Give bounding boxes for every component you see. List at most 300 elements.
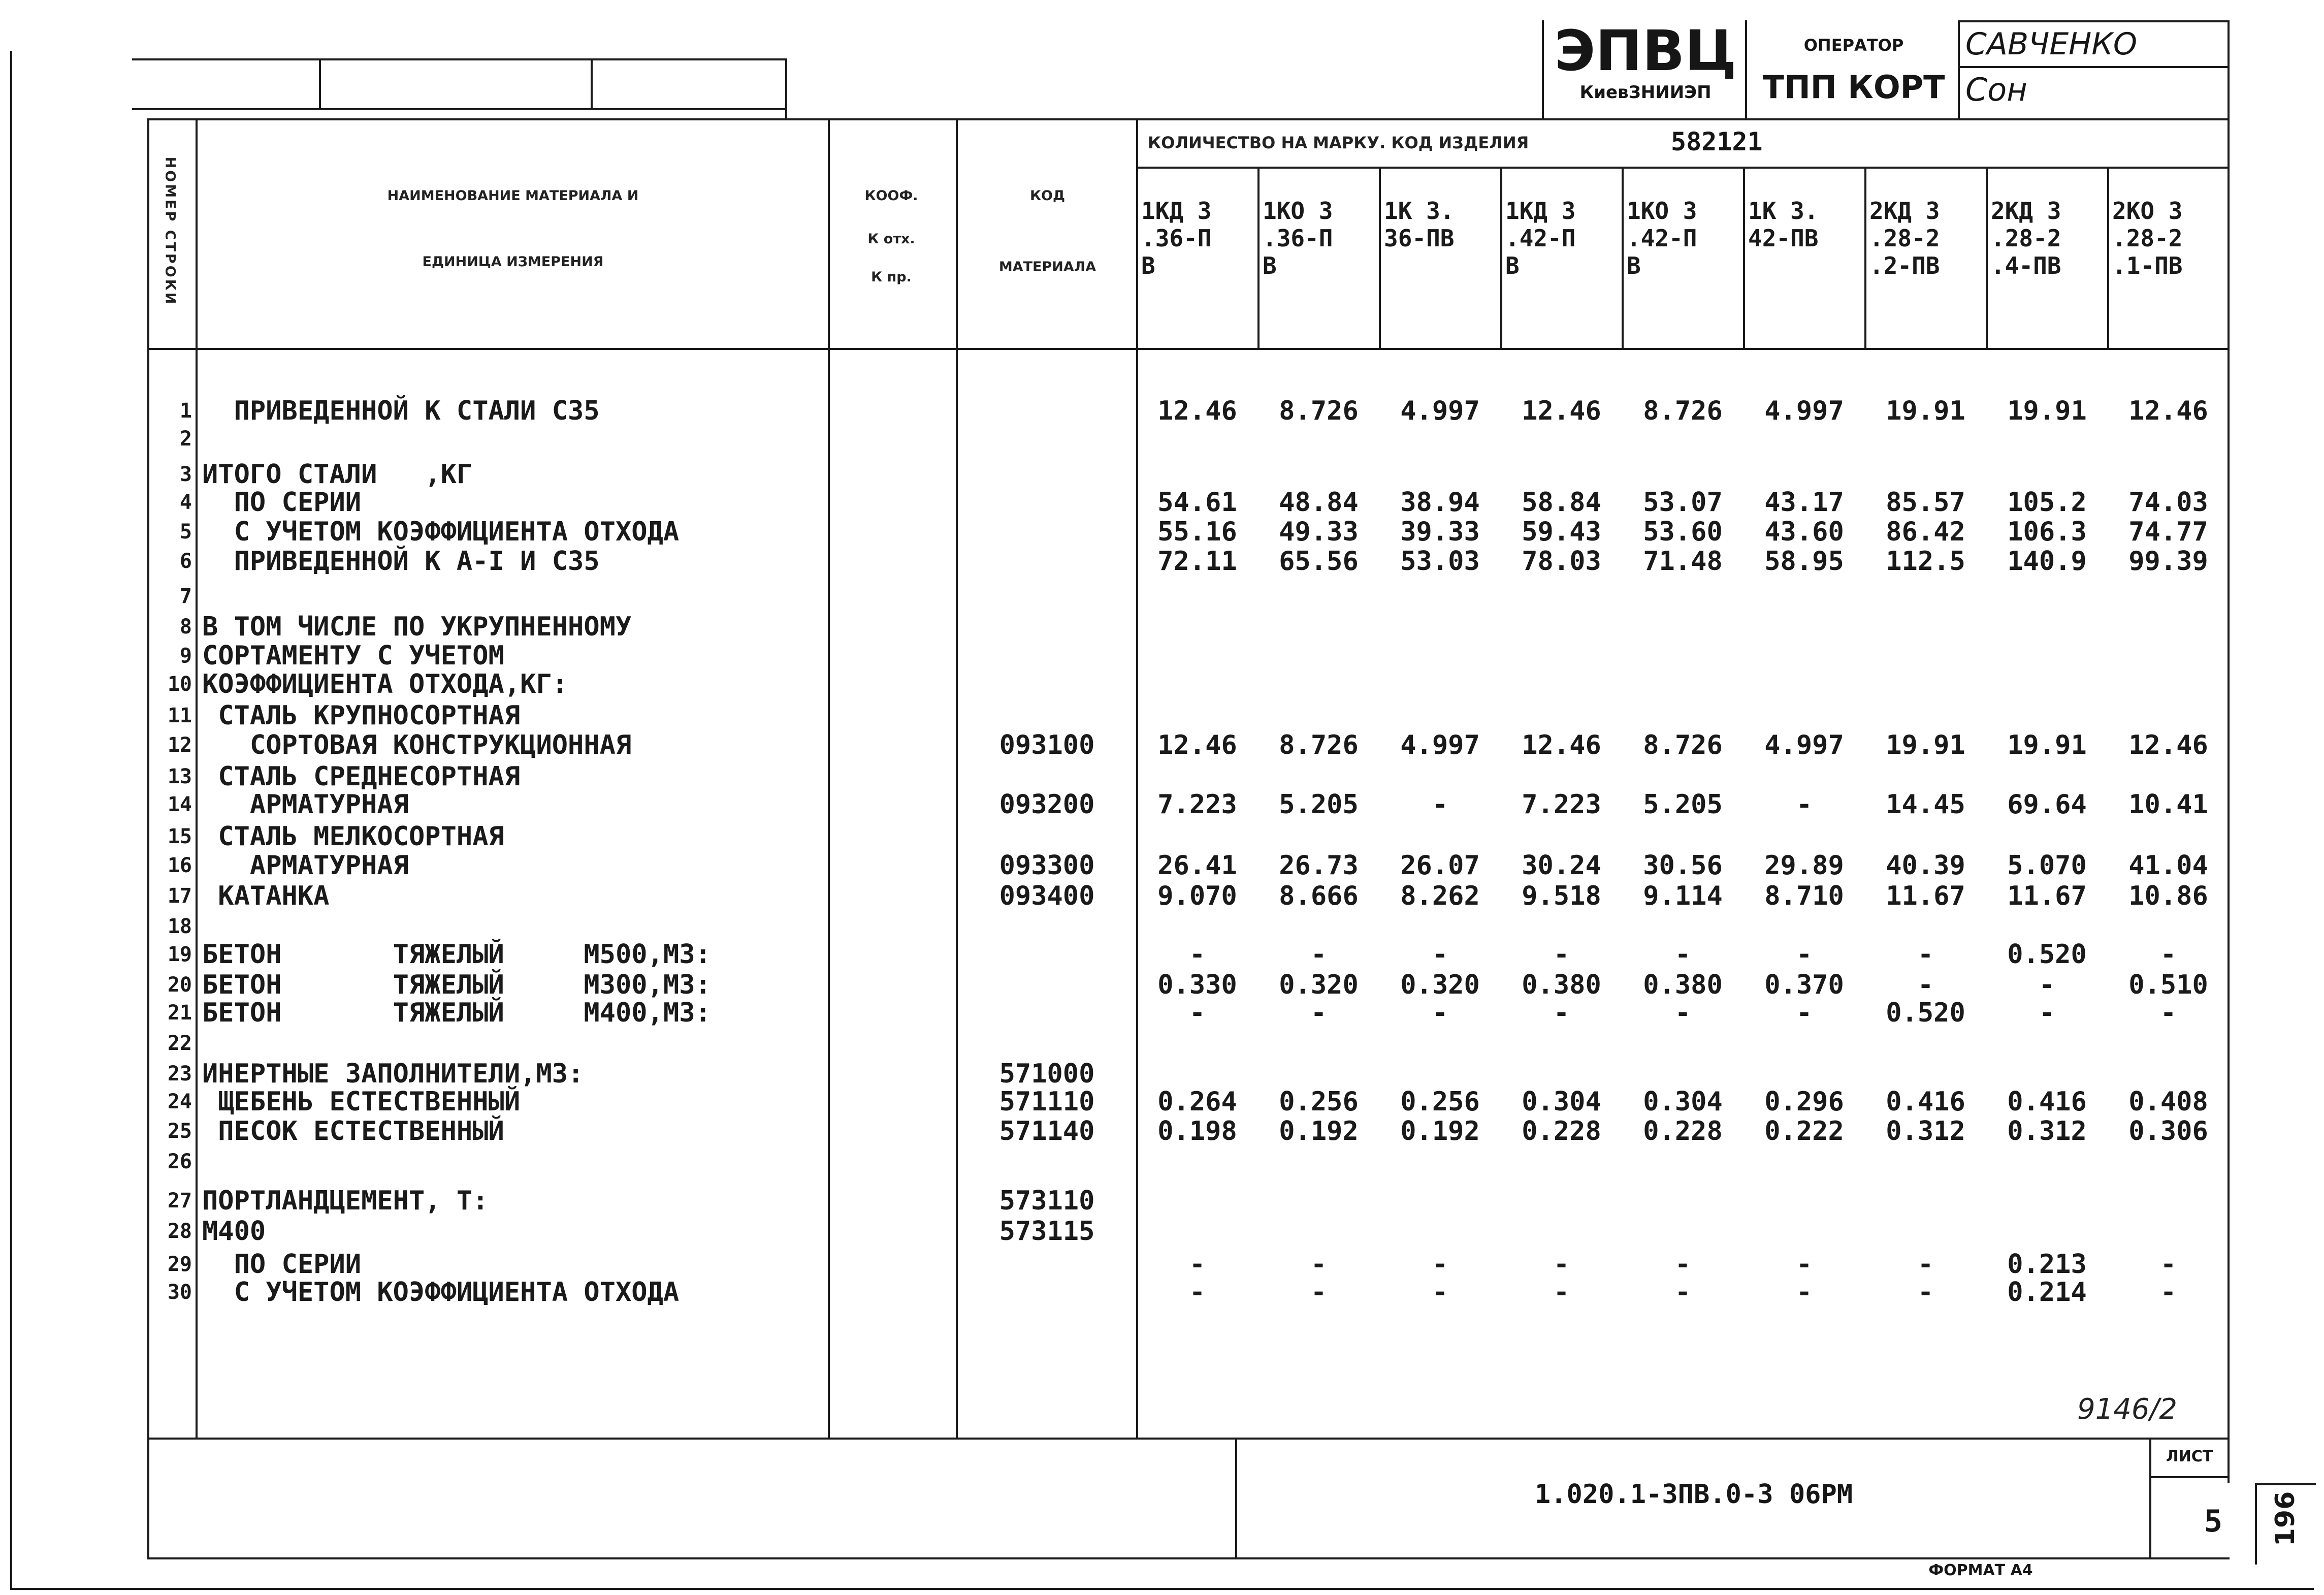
footer-bottom	[147, 1557, 2230, 1559]
tb-top-right	[1958, 20, 2230, 22]
row-value: 0.296	[1764, 1087, 1844, 1117]
mark-div-7	[1986, 167, 1988, 348]
row-value: 85.57	[1886, 487, 1965, 518]
row-value: 0.312	[2007, 1116, 2087, 1146]
row-value	[1624, 1059, 1742, 1089]
row-number: 3	[179, 463, 192, 486]
row-material-code	[958, 940, 1136, 969]
row-value	[1381, 460, 1499, 489]
handwritten-number: 9146/2	[2077, 1393, 2178, 1426]
row-value: 9.114	[1643, 881, 1723, 911]
row-value: 26.73	[1279, 850, 1359, 881]
row-material-code	[958, 1029, 1136, 1058]
row-value	[1381, 424, 1499, 454]
row-value: 0.198	[1157, 1116, 1237, 1146]
row-value: -	[2160, 1277, 2177, 1307]
row-number: 25	[167, 1120, 192, 1143]
row-value	[2109, 460, 2228, 489]
row-value: -	[1310, 939, 1327, 970]
row-value	[2109, 669, 2228, 699]
row-value: 0.192	[1400, 1116, 1480, 1146]
row-value	[1502, 1147, 1621, 1176]
row-value: -	[1553, 998, 1570, 1028]
row-material-name: КАТАНКА	[202, 881, 330, 911]
row-value	[1502, 612, 1621, 642]
header-qty-title: КОЛИЧЕСТВО НА МАРКУ. КОД ИЗДЕЛИЯ	[1148, 133, 1529, 152]
row-value	[1260, 762, 1378, 791]
row-value	[1745, 1186, 1863, 1216]
row-material-code	[958, 762, 1136, 791]
row-value	[1866, 612, 1985, 642]
row-value: -	[1553, 1249, 1570, 1280]
row-value	[1624, 1217, 1742, 1246]
row-value: -	[1674, 939, 1691, 970]
row-material-code	[958, 547, 1136, 576]
row-value	[1502, 460, 1621, 489]
row-value: -	[1796, 1277, 1813, 1307]
row-value	[1624, 822, 1742, 851]
row-value	[2109, 822, 2228, 851]
row-material-name: ПРИВЕДЕННОЙ К А-I И С35	[202, 546, 600, 577]
row-value: -	[1432, 939, 1448, 970]
row-value: 19.91	[2007, 396, 2087, 426]
row-value: -	[2160, 1249, 2177, 1280]
row-number: 17	[167, 884, 192, 908]
row-value: -	[1310, 998, 1327, 1028]
tb-mid-right	[1958, 66, 2230, 68]
row-material-code	[958, 396, 1136, 426]
row-value: 74.03	[2128, 487, 2208, 518]
row-value: 0.520	[2007, 939, 2087, 970]
row-material-name: ПО СЕРИИ	[202, 1249, 362, 1280]
row-value: -	[1189, 1249, 1206, 1280]
row-material-code: 093400	[999, 881, 1095, 911]
row-value: 69.64	[2007, 789, 2087, 820]
row-value: 49.33	[1279, 517, 1359, 547]
row-value: 4.997	[1764, 396, 1844, 426]
row-value	[1745, 424, 1863, 454]
row-value: 8.726	[1279, 396, 1359, 426]
row-value	[1260, 701, 1378, 730]
row-value	[1988, 762, 2106, 791]
row-value: 43.60	[1764, 517, 1844, 547]
row-value: 0.408	[2128, 1087, 2208, 1117]
row-material-name: БЕТОН ТЯЖЕЛЫЙ М400,М3:	[202, 998, 711, 1028]
row-value	[1138, 762, 1256, 791]
row-value	[1745, 1217, 1863, 1246]
row-value	[1988, 1059, 2106, 1089]
row-material-name: ЩЕБЕНЬ ЕСТЕСТВЕННЫЙ	[202, 1087, 521, 1117]
row-value: 0.320	[1279, 970, 1359, 1000]
row-value: -	[1310, 1249, 1327, 1280]
row-value	[1988, 1147, 2106, 1176]
row-number: 24	[167, 1090, 192, 1113]
row-material-name: СТАЛЬ СРЕДНЕСОРТНАЯ	[202, 761, 521, 792]
footer-left	[147, 1438, 149, 1559]
row-material-name: М400	[202, 1216, 266, 1247]
row-value	[1260, 1147, 1378, 1176]
row-number: 15	[167, 825, 192, 848]
row-value	[2109, 912, 2228, 941]
row-number: 7	[179, 585, 192, 608]
table-body-bottom	[147, 1438, 2230, 1440]
row-value: -	[1189, 939, 1206, 970]
row-value	[1866, 701, 1985, 730]
row-value	[1381, 669, 1499, 699]
row-value	[1260, 1029, 1378, 1058]
topleft-box-div2	[591, 58, 593, 109]
row-material-code	[958, 1250, 1136, 1279]
row-material-code	[958, 822, 1136, 851]
row-number: 19	[167, 943, 192, 966]
row-material-name	[202, 912, 827, 941]
row-value	[1624, 669, 1742, 699]
row-value	[1138, 1029, 1256, 1058]
row-value: 0.370	[1764, 970, 1844, 1000]
row-material-name: СОРТОВАЯ КОНСТРУКЦИОННАЯ	[202, 730, 632, 760]
row-material-code: 093100	[999, 730, 1095, 760]
row-number: 18	[167, 915, 192, 938]
row-value	[1866, 424, 1985, 454]
row-value	[1138, 582, 1256, 611]
row-value	[1138, 1147, 1256, 1176]
row-value	[1138, 822, 1256, 851]
row-value: 65.56	[1279, 546, 1359, 577]
qty-title-bottom	[1136, 167, 2228, 169]
row-value: 40.39	[1886, 850, 1965, 881]
row-value: 0.306	[2128, 1116, 2208, 1146]
row-value: -	[1189, 998, 1206, 1028]
topleft-box-div1	[319, 58, 321, 109]
row-value	[1502, 912, 1621, 941]
row-value	[1624, 912, 1742, 941]
row-value: 106.3	[2007, 517, 2087, 547]
row-value	[1260, 460, 1378, 489]
footer-sheet-line	[2149, 1476, 2230, 1478]
table-right	[2228, 20, 2230, 1483]
row-value: -	[1674, 998, 1691, 1028]
row-value	[2109, 1186, 2228, 1216]
row-value	[1745, 1029, 1863, 1058]
row-value: 4.997	[1400, 730, 1480, 760]
row-material-code	[958, 1147, 1136, 1176]
row-number: 11	[167, 704, 192, 727]
row-value: -	[2160, 998, 2177, 1028]
row-value: 7.223	[1522, 789, 1601, 820]
row-value: 53.07	[1643, 487, 1723, 518]
row-value: 5.205	[1279, 789, 1359, 820]
row-value: 0.228	[1643, 1116, 1723, 1146]
row-value: -	[1189, 1277, 1206, 1307]
row-value: 53.60	[1643, 517, 1723, 547]
row-material-code: 573115	[999, 1216, 1095, 1247]
row-value	[1624, 701, 1742, 730]
row-value	[1260, 424, 1378, 454]
header-coef-line1: КООФ.	[864, 188, 918, 204]
mark-header: 1К 3. 42-ПВ	[1748, 197, 1819, 252]
row-value: -	[1796, 998, 1813, 1028]
row-value: 0.330	[1157, 970, 1237, 1000]
row-material-code	[958, 517, 1136, 547]
row-material-name: С УЧЕТОМ КОЭФФИЦИЕНТА ОТХОДА	[202, 517, 680, 547]
bottom-margin-line	[10, 1588, 2314, 1590]
row-number: 28	[167, 1220, 192, 1243]
row-value: -	[1553, 939, 1570, 970]
row-value	[1502, 1029, 1621, 1058]
operator-signature: Сон	[1965, 71, 2027, 108]
row-material-code: 571140	[999, 1116, 1095, 1146]
row-value: 0.520	[1886, 998, 1965, 1028]
mark-header: 2КД 3 .28-2 .2-ПВ	[1869, 197, 1940, 279]
row-material-code	[958, 970, 1136, 1000]
row-value: 86.42	[1886, 517, 1965, 547]
mark-div-5	[1743, 167, 1745, 348]
tb-div-3	[1958, 20, 1960, 119]
row-value	[1745, 912, 1863, 941]
row-value: 58.95	[1764, 546, 1844, 577]
row-material-code	[958, 612, 1136, 642]
row-value	[1138, 701, 1256, 730]
row-value	[1502, 1217, 1621, 1246]
row-value	[1624, 641, 1742, 671]
row-number: 22	[167, 1032, 192, 1055]
row-value	[1138, 460, 1256, 489]
row-value: -	[2039, 970, 2055, 1000]
row-value	[1502, 424, 1621, 454]
row-material-name: СОРТАМЕНТУ С УЧЕТОМ	[202, 641, 504, 671]
row-value	[1381, 612, 1499, 642]
row-value	[1745, 460, 1863, 489]
row-value: 0.304	[1522, 1087, 1601, 1117]
row-value: 48.84	[1279, 487, 1359, 518]
row-value: 0.416	[2007, 1087, 2087, 1117]
row-value	[1866, 460, 1985, 489]
row-material-code	[958, 488, 1136, 517]
row-value: 14.45	[1886, 789, 1965, 820]
row-value: 0.304	[1643, 1087, 1723, 1117]
row-number: 21	[167, 1001, 192, 1025]
row-value: -	[1674, 1277, 1691, 1307]
row-value: 0.510	[2128, 970, 2208, 1000]
row-value: 41.04	[2128, 850, 2208, 881]
row-value: 10.86	[2128, 881, 2208, 911]
row-number: 2	[179, 427, 192, 451]
row-value	[1138, 669, 1256, 699]
row-value: 43.17	[1764, 487, 1844, 518]
row-value: 26.41	[1157, 850, 1237, 881]
row-value	[1138, 424, 1256, 454]
row-value: -	[1917, 970, 1934, 1000]
row-value	[1866, 762, 1985, 791]
row-value: 8.710	[1764, 881, 1844, 911]
row-value	[1502, 641, 1621, 671]
left-margin-line	[10, 51, 12, 1590]
row-value	[1988, 1029, 2106, 1058]
row-value: 8.726	[1279, 730, 1359, 760]
operator-label: ОПЕРАТОР	[1803, 36, 1904, 55]
row-value	[1745, 701, 1863, 730]
mark-header: 1КД 3 .36-П В	[1141, 197, 1212, 279]
row-value	[1624, 1029, 1742, 1058]
row-number: 10	[167, 673, 192, 696]
row-value: 0.264	[1157, 1087, 1237, 1117]
row-value: 8.262	[1400, 881, 1480, 911]
row-material-name: ПОРТЛАНДЦЕМЕНТ, Т:	[202, 1186, 489, 1216]
row-value	[1260, 912, 1378, 941]
row-value	[1988, 669, 2106, 699]
operator-name: САВЧЕНКО	[1965, 26, 2138, 62]
row-value: 0.416	[1886, 1087, 1965, 1117]
tb-div-2	[1745, 20, 1747, 119]
row-value	[1866, 1186, 1985, 1216]
row-material-name	[202, 582, 827, 611]
sheet-number: 5	[2204, 1504, 2222, 1539]
row-value: 12.46	[1157, 730, 1237, 760]
table-top	[147, 118, 2230, 120]
row-value	[1381, 1029, 1499, 1058]
row-value	[1866, 822, 1985, 851]
row-number: 13	[167, 765, 192, 788]
row-material-code: 573110	[999, 1186, 1095, 1216]
row-value: 12.46	[2128, 730, 2208, 760]
row-value	[1138, 1217, 1256, 1246]
row-material-code	[958, 669, 1136, 699]
row-value	[2109, 612, 2228, 642]
row-value	[2109, 701, 2228, 730]
header-coef-line3: К пр.	[871, 269, 912, 285]
row-value	[1866, 669, 1985, 699]
row-value	[2109, 641, 2228, 671]
row-value: 12.46	[1522, 396, 1601, 426]
row-value	[1624, 1147, 1742, 1176]
row-value: 8.666	[1279, 881, 1359, 911]
row-value	[1260, 822, 1378, 851]
row-value: -	[1432, 998, 1448, 1028]
row-number: 14	[167, 793, 192, 816]
mark-div-2	[1379, 167, 1381, 348]
row-value	[1745, 612, 1863, 642]
mark-div-3	[1500, 167, 1502, 348]
row-value	[1138, 641, 1256, 671]
row-value: -	[1917, 939, 1934, 970]
row-value	[1381, 1059, 1499, 1089]
row-value	[1260, 1217, 1378, 1246]
row-value: 0.312	[1886, 1116, 1965, 1146]
row-value: 0.214	[2007, 1277, 2087, 1307]
row-value: 10.41	[2128, 789, 2208, 820]
topleft-box-bottom	[132, 108, 787, 110]
format-label: ФОРМАТ А4	[1928, 1561, 2033, 1579]
row-number: 30	[167, 1281, 192, 1304]
row-value: 0.380	[1643, 970, 1723, 1000]
row-value: 53.03	[1400, 546, 1480, 577]
row-value	[1745, 1059, 1863, 1089]
row-material-name: АРМАТУРНАЯ	[202, 789, 409, 820]
org-name: ЭПВЦ	[1554, 18, 1737, 83]
row-value	[1866, 1217, 1985, 1246]
row-value: 5.205	[1643, 789, 1723, 820]
row-number: 29	[167, 1253, 192, 1276]
row-value: 71.48	[1643, 546, 1723, 577]
row-value	[1866, 912, 1985, 941]
row-value: 54.61	[1157, 487, 1237, 518]
row-material-name: В ТОМ ЧИСЛЕ ПО УКРУПНЕННОМУ	[202, 612, 632, 642]
row-value	[1260, 612, 1378, 642]
row-value: -	[1674, 1249, 1691, 1280]
row-number: 16	[167, 854, 192, 877]
header-coef-line2: К отх.	[867, 231, 915, 247]
row-value: -	[1796, 789, 1813, 820]
row-material-code	[958, 641, 1136, 671]
row-material-name: ИТОГО СТАЛИ ,КГ	[202, 459, 473, 490]
row-value	[1381, 1147, 1499, 1176]
row-value	[1988, 822, 2106, 851]
side-stamp-left	[2255, 1483, 2257, 1565]
row-value	[1138, 612, 1256, 642]
row-value	[1745, 762, 1863, 791]
row-material-code: 571000	[999, 1059, 1095, 1089]
row-value	[2109, 582, 2228, 611]
row-value	[1866, 1147, 1985, 1176]
row-material-name: АРМАТУРНАЯ	[202, 850, 409, 881]
row-number: 6	[179, 550, 192, 573]
row-material-name: ПЕСОК ЕСТЕСТВЕННЫЙ	[202, 1116, 504, 1146]
row-value	[1260, 1059, 1378, 1089]
row-value	[2109, 1059, 2228, 1089]
row-number: 26	[167, 1150, 192, 1173]
row-number: 20	[167, 973, 192, 997]
row-material-code: 571110	[999, 1087, 1095, 1117]
topleft-box-right	[785, 58, 787, 119]
row-value	[1988, 1217, 2106, 1246]
row-value	[1988, 701, 2106, 730]
row-number: 5	[179, 520, 192, 544]
row-value: 29.89	[1764, 850, 1844, 881]
side-stamp-top	[2255, 1483, 2316, 1485]
row-value	[1866, 582, 1985, 611]
row-value: 8.726	[1643, 730, 1723, 760]
mark-header: 2КО 3 .28-2 .1-ПВ	[2112, 197, 2183, 279]
row-value	[1745, 582, 1863, 611]
row-value: -	[1796, 1249, 1813, 1280]
row-value	[1624, 582, 1742, 611]
row-material-code	[958, 582, 1136, 611]
row-value	[1381, 912, 1499, 941]
side-stamp: 196	[2270, 1491, 2301, 1547]
row-value	[1745, 1147, 1863, 1176]
row-material-code	[958, 424, 1136, 454]
row-value: 0.256	[1400, 1087, 1480, 1117]
row-value: 4.997	[1764, 730, 1844, 760]
topleft-box-top	[132, 58, 787, 60]
row-value: 0.320	[1400, 970, 1480, 1000]
row-value	[1745, 641, 1863, 671]
footer-div-1	[1235, 1438, 1237, 1559]
row-value	[1260, 641, 1378, 671]
row-value: 19.91	[1886, 730, 1965, 760]
row-value	[1381, 701, 1499, 730]
row-value: 112.5	[1886, 546, 1965, 577]
header-row-number: НОМЕР СТРОКИ	[162, 156, 178, 306]
row-value	[1260, 669, 1378, 699]
row-material-name: ИНЕРТНЫЕ ЗАПОЛНИТЕЛИ,М3:	[202, 1059, 584, 1089]
row-material-name: ПРИВЕДЕННОЙ К СТАЛИ С35	[202, 396, 600, 426]
row-value: 0.256	[1279, 1087, 1359, 1117]
row-value: 5.070	[2007, 850, 2087, 881]
row-value: 30.24	[1522, 850, 1601, 881]
row-value: 8.726	[1643, 396, 1723, 426]
row-material-name: СТАЛЬ МЕЛКОСОРТНАЯ	[202, 821, 504, 852]
